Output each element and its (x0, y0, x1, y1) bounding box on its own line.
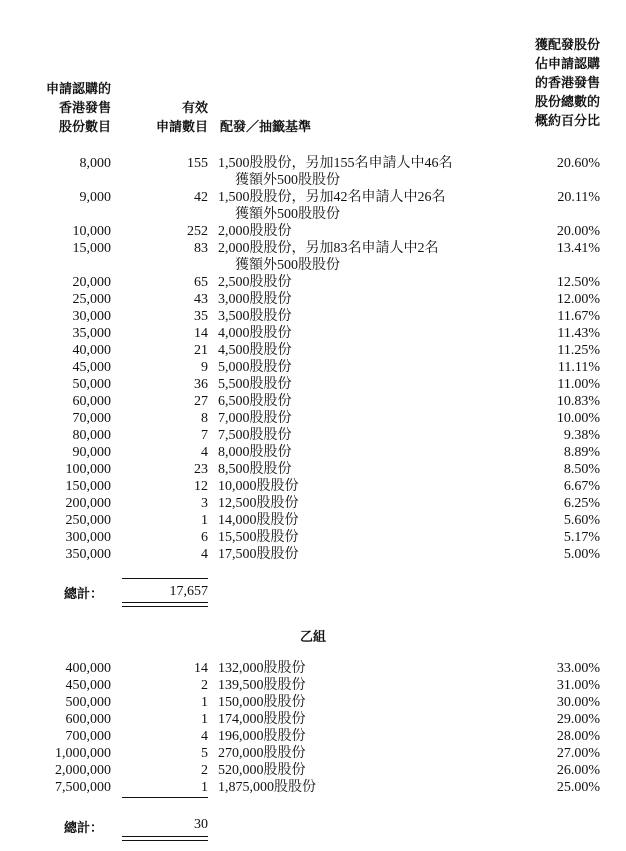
group-b-total-label: 總計： (64, 821, 104, 836)
valid-applications-cell: 1 (201, 712, 208, 727)
shares-applied-cell: 9,000 (79, 190, 111, 205)
percentage-cell: 13.41% (556, 241, 600, 256)
percentage-cell: 8.50% (563, 462, 600, 477)
valid-applications-cell: 42 (194, 190, 208, 205)
valid-applications-cell: 1 (201, 513, 208, 528)
shares-applied-cell: 30,000 (72, 309, 111, 324)
valid-applications-cell: 3 (201, 496, 208, 511)
shares-applied-cell: 25,000 (72, 292, 111, 307)
percentage-cell: 26.00% (556, 763, 600, 778)
valid-applications-cell: 155 (187, 156, 208, 171)
allocation-basis-cell: 6,500股股份 (218, 394, 292, 409)
valid-applications-cell: 2 (201, 763, 208, 778)
percentage-cell: 29.00% (556, 712, 600, 727)
allocation-basis-cell: 4,500股股份 (218, 343, 292, 358)
percentage-cell: 11.25% (557, 343, 600, 358)
valid-applications-cell: 83 (194, 241, 208, 256)
percentage-cell: 20.11% (557, 190, 600, 205)
shares-applied-cell: 2,000,000 (55, 763, 111, 778)
percentage-cell: 28.00% (556, 729, 600, 744)
allocation-basis-cell: 520,000股股份 (218, 763, 306, 778)
shares-applied-cell: 8,000 (79, 156, 111, 171)
shares-applied-cell: 400,000 (65, 661, 111, 676)
percentage-cell: 6.25% (563, 496, 600, 511)
shares-applied-cell: 100,000 (65, 462, 111, 477)
valid-applications-cell: 1 (201, 780, 208, 795)
percentage-cell: 6.67% (563, 479, 600, 494)
percentage-cell: 5.00% (563, 547, 600, 562)
allocation-basis-cell: 10,000股股份 (218, 479, 299, 494)
valid-applications-cell: 6 (201, 530, 208, 545)
percentage-cell: 11.67% (557, 309, 600, 324)
shares-applied-cell: 700,000 (65, 729, 111, 744)
valid-applications-cell: 2 (201, 678, 208, 693)
percentage-cell: 33.00% (556, 661, 600, 676)
shares-applied-cell: 450,000 (65, 678, 111, 693)
allocation-basis-cell: 14,000股股份 (218, 513, 299, 528)
valid-applications-cell: 27 (194, 394, 208, 409)
allocation-basis-cell: 17,500股股份 (218, 547, 299, 562)
shares-applied-cell: 350,000 (65, 547, 111, 562)
valid-applications-cell: 14 (194, 661, 208, 676)
shares-applied-cell: 10,000 (72, 224, 111, 239)
shares-applied-cell: 7,500,000 (55, 780, 111, 795)
group-a-rule-2 (122, 602, 208, 603)
shares-applied-cell: 45,000 (72, 360, 111, 375)
shares-applied-cell: 1,000,000 (55, 746, 111, 761)
allocation-basis-cell: 2,500股股份 (218, 275, 292, 290)
shares-applied-cell: 600,000 (65, 712, 111, 727)
percentage-cell: 12.00% (556, 292, 600, 307)
shares-applied-cell: 500,000 (65, 695, 111, 710)
valid-applications-cell: 4 (201, 445, 208, 460)
percentage-cell: 5.17% (563, 530, 600, 545)
header-allocation-basis: 配發／抽籤基準 (220, 120, 312, 135)
allocation-basis-cell: 139,500股股份 (218, 678, 306, 693)
percentage-cell: 27.00% (556, 746, 600, 761)
shares-applied-cell: 300,000 (65, 530, 111, 545)
allocation-basis-cell: 3,500股股份 (218, 309, 292, 324)
valid-applications-cell: 4 (201, 729, 208, 744)
percentage-cell: 11.43% (557, 326, 600, 341)
valid-applications-cell: 5 (201, 746, 208, 761)
allocation-basis-continuation: 獲額外500股股份 (235, 258, 340, 273)
percentage-cell: 9.38% (563, 428, 600, 443)
group-b-total-value: 30 (194, 817, 208, 832)
valid-applications-cell: 8 (201, 411, 208, 426)
valid-applications-cell: 43 (194, 292, 208, 307)
shares-applied-cell: 90,000 (72, 445, 111, 460)
group-b-title: 乙組 (299, 630, 326, 645)
allocation-basis-cell: 12,500股股份 (218, 496, 299, 511)
allocation-basis-cell: 4,000股股份 (218, 326, 292, 341)
allocation-basis-cell: 5,000股股份 (218, 360, 292, 375)
allocation-basis-cell: 2,000股股份 (218, 224, 292, 239)
header-percentage: 獲配發股份 佔申請認購 的香港發售 股份總數的 概約百分比 (534, 38, 600, 129)
shares-applied-cell: 150,000 (65, 479, 111, 494)
allocation-basis-continuation: 獲額外500股股份 (235, 207, 340, 222)
shares-applied-cell: 50,000 (72, 377, 111, 392)
valid-applications-cell: 9 (201, 360, 208, 375)
valid-applications-cell: 21 (194, 343, 208, 358)
allocation-basis-cell: 15,500股股份 (218, 530, 299, 545)
allocation-basis-cell: 196,000股股份 (218, 729, 306, 744)
allocation-basis-cell: 174,000股股份 (218, 712, 306, 727)
group-a-total-value: 17,657 (169, 584, 208, 599)
valid-applications-cell: 4 (201, 547, 208, 562)
allocation-basis-cell: 132,000股股份 (218, 661, 306, 676)
valid-applications-cell: 23 (194, 462, 208, 477)
shares-applied-cell: 60,000 (72, 394, 111, 409)
valid-applications-cell: 7 (201, 428, 208, 443)
allocation-basis-cell: 7,000股股份 (218, 411, 292, 426)
allocation-basis-cell: 8,500股股份 (218, 462, 292, 477)
valid-applications-cell: 14 (194, 326, 208, 341)
allocation-basis-cell: 270,000股股份 (218, 746, 306, 761)
percentage-cell: 5.60% (563, 513, 600, 528)
percentage-cell: 25.00% (556, 780, 600, 795)
shares-applied-cell: 35,000 (72, 326, 111, 341)
shares-applied-cell: 200,000 (65, 496, 111, 511)
percentage-cell: 10.00% (556, 411, 600, 426)
allocation-basis-cell: 3,000股股份 (218, 292, 292, 307)
allocation-basis-cell: 1,500股股份，另加155名申請人中46名 (218, 156, 453, 171)
valid-applications-cell: 35 (194, 309, 208, 324)
percentage-cell: 12.50% (556, 275, 600, 290)
shares-applied-cell: 40,000 (72, 343, 111, 358)
percentage-cell: 20.00% (556, 224, 600, 239)
allocation-basis-cell: 1,500股股份，另加42名申請人中26名 (218, 190, 446, 205)
percentage-cell: 31.00% (556, 678, 600, 693)
allocation-basis-cell: 2,000股股份，另加83名申請人中2名 (218, 241, 439, 256)
group-b-rule-3 (122, 840, 208, 841)
percentage-cell: 11.00% (557, 377, 600, 392)
group-b-rule-2 (122, 836, 208, 837)
group-b-rule-1 (122, 797, 208, 798)
shares-applied-cell: 20,000 (72, 275, 111, 290)
allocation-basis-continuation: 獲額外500股股份 (235, 173, 340, 188)
header-valid-applications: 有效 申請數目 (155, 101, 208, 135)
percentage-cell: 20.60% (556, 156, 600, 171)
shares-applied-cell: 80,000 (72, 428, 111, 443)
percentage-cell: 11.11% (557, 360, 600, 375)
shares-applied-cell: 70,000 (72, 411, 111, 426)
percentage-cell: 10.83% (556, 394, 600, 409)
shares-applied-cell: 15,000 (72, 241, 111, 256)
allocation-basis-cell: 7,500股股份 (218, 428, 292, 443)
shares-applied-cell: 250,000 (65, 513, 111, 528)
percentage-cell: 30.00% (556, 695, 600, 710)
group-a-rule-1 (122, 578, 208, 579)
allocation-basis-cell: 1,875,000股股份 (218, 780, 316, 795)
valid-applications-cell: 252 (187, 224, 208, 239)
allocation-basis-cell: 5,500股股份 (218, 377, 292, 392)
group-a-total-label: 總計： (64, 587, 104, 602)
group-a-rule-3 (122, 606, 208, 607)
header-shares-applied: 申請認購的 香港發售 股份數目 (45, 82, 111, 135)
valid-applications-cell: 1 (201, 695, 208, 710)
percentage-cell: 8.89% (563, 445, 600, 460)
valid-applications-cell: 36 (194, 377, 208, 392)
allocation-basis-cell: 150,000股股份 (218, 695, 306, 710)
allocation-basis-cell: 8,000股股份 (218, 445, 292, 460)
valid-applications-cell: 65 (194, 275, 208, 290)
valid-applications-cell: 12 (194, 479, 208, 494)
